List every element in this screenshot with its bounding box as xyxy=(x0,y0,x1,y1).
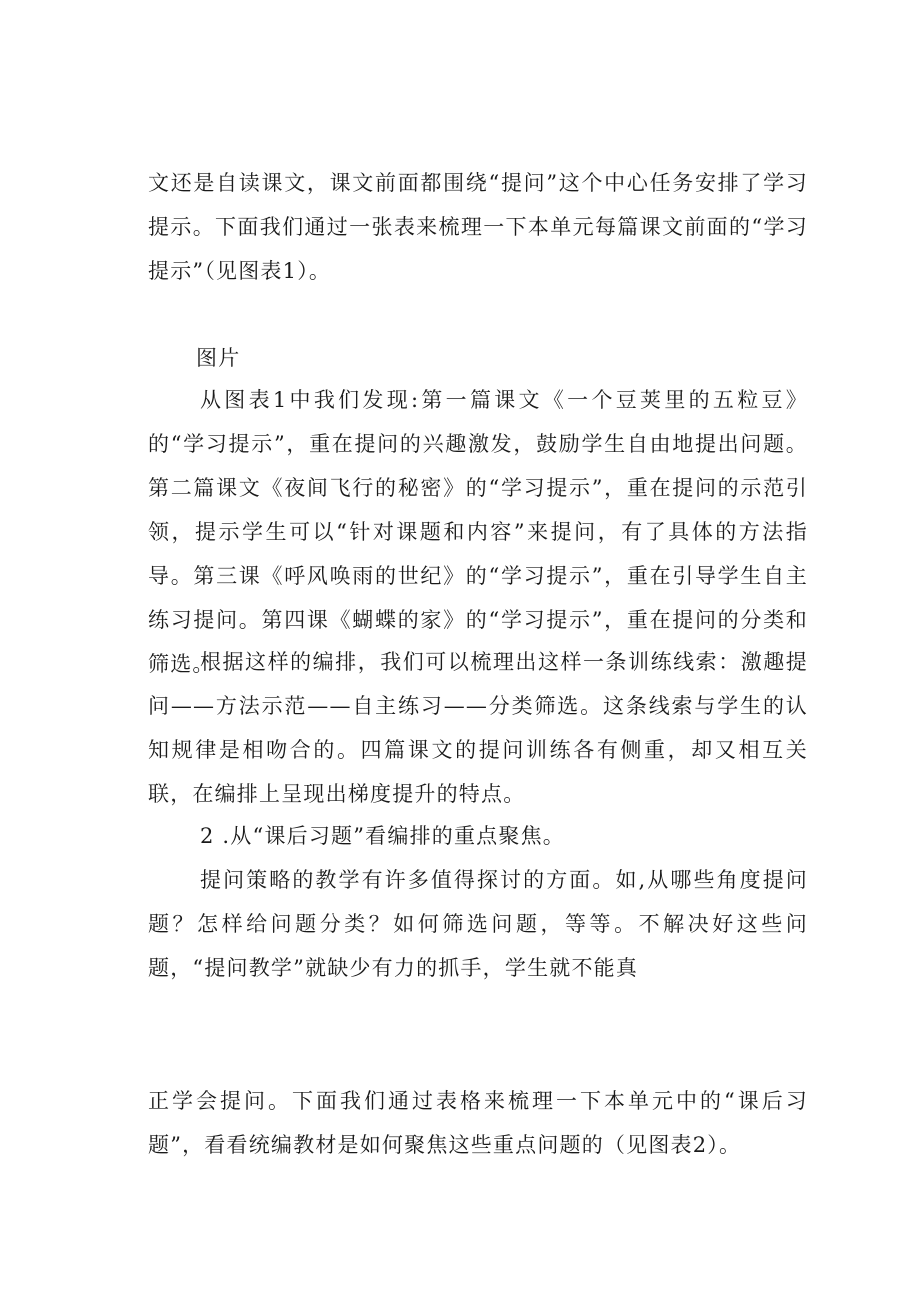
paragraph-questioning-strategy: 提问策略的教学有许多值得探讨的方面。如,从哪些角度提问题？怎样给问题分类？如何筛选问题，等等。不解决好这些问题，“提问教学”就缺少有力的抓手，学生就不能真 xyxy=(148,868,808,980)
paragraph-findings: 从图表1中我们发现:第一篇课文《一个豆荚里的五粒豆》的“学习提示”，重在提问的兴趣激发，鼓励学生自由地提出问题。第二篇课文《夜间飞行的秘密》的“学习提示”，重在提问的示范引领，提示学生可以“针对课题和内容”来提问，有了具体的方法指导。第三课《呼风唤雨的世纪》的“学习提示”，重在引导学生自主练习提问。第四课《蝴蝶的家》的“学习提示”，重在提问的分类和筛选。 xyxy=(148,388,808,676)
paragraph-exercises: 正学会提问。下面我们通过表格来梳理一下本单元中的“课后习题”，看看统编教材是如何聚焦这些重点问题的（见图表2）。 xyxy=(148,1089,808,1157)
paragraph-intro: 文还是自读课文，课文前面都围绕“提问”这个中心任务安排了学习提示。下面我们通过一张表来梳理一下本单元每篇课文前面的“学习提示”（见图表1）。 xyxy=(148,171,808,283)
section-heading: 2 .从“课后习题”看编排的重点聚焦。 xyxy=(200,824,565,848)
paragraph-training-clue: 根据这样的编排，我们可以梳理出这样一条训练线索：激趣提问——方法示范——自主练习——分类筛选。这条线索与学生的认知规律是相吻合的。四篇课文的提问训练各有侧重，却又相互关联，在编排上呈现出梯度提升的特点。 xyxy=(148,650,808,806)
figure-placeholder-label: 图片 xyxy=(196,346,241,370)
